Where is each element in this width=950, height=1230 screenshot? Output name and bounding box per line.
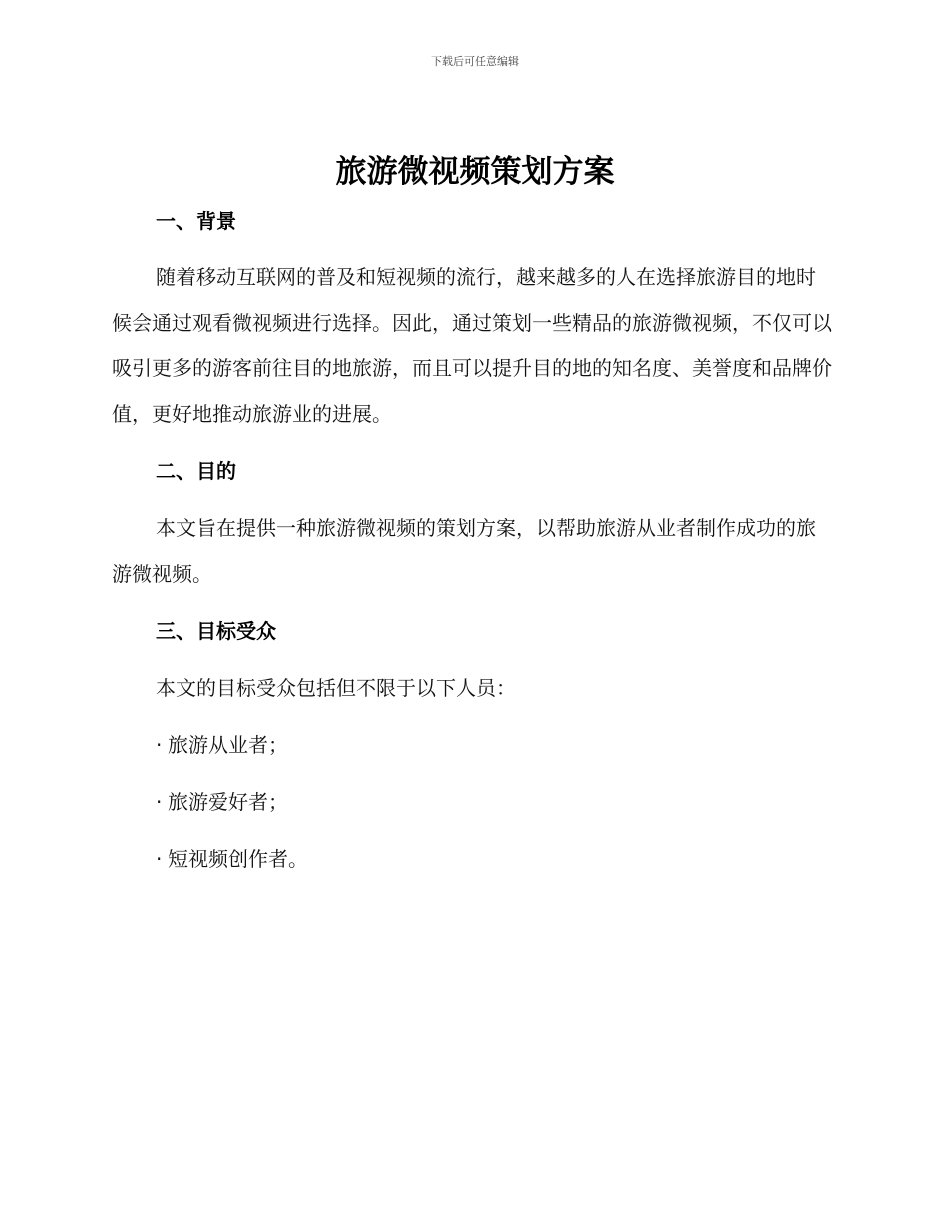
section-paragraph-background: 随着移动互联网的普及和短视频的流行，越来越多的人在选择旅游目的地时候会通过观看微视频进行选择。因此，通过策划一些精品的旅游微视频，不仅可以吸引更多的游客前往目的地旅游，而且可以提升目的地的知名度、美誉度和品牌价值，更好地推动旅游业的进展。 [112, 265, 832, 426]
list-item-text: 旅游爱好者； [168, 790, 288, 814]
bullet-marker: · [156, 847, 163, 871]
header-note: 下载后可任意编辑 [431, 55, 519, 68]
list-item-text: 短视频创作者。 [168, 847, 308, 871]
document-title: 旅游微视频策划方案 [335, 154, 615, 190]
section-paragraph-purpose: 本文旨在提供一种旅游微视频的策划方案，以帮助旅游从业者制作成功的旅游微视频。 [112, 516, 816, 586]
bullet-marker: · [156, 733, 163, 757]
section-heading-purpose: 二、目的 [156, 459, 236, 483]
list-item [156, 788, 288, 816]
list-item-text: 旅游从业者； [168, 733, 288, 757]
audience-intro: 本文的目标受众包括但不限于以下人员： [156, 676, 516, 700]
bullet-marker: · [156, 790, 163, 814]
section-heading-audience: 三、目标受众 [156, 619, 276, 643]
list-item [156, 845, 308, 873]
section-heading-background: 一、背景 [156, 209, 236, 233]
list-item [156, 731, 288, 759]
